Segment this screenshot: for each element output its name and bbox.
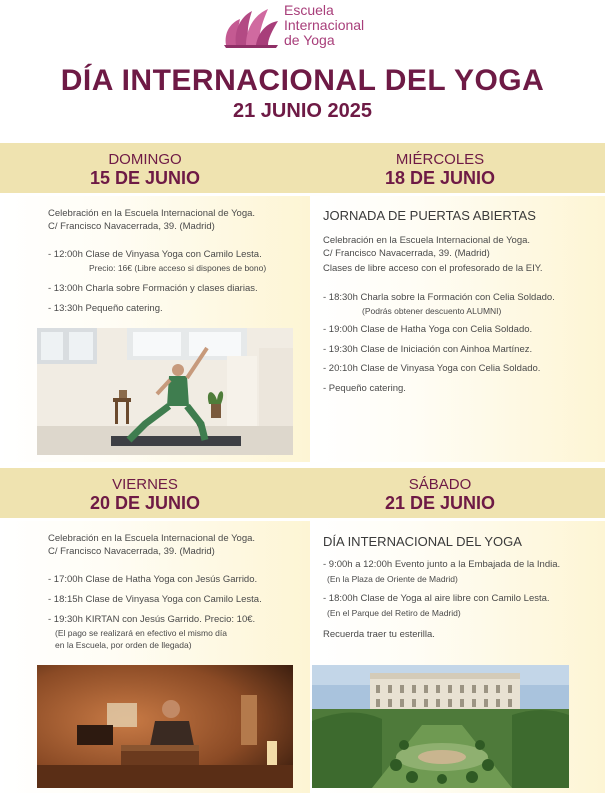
school-logo bbox=[222, 3, 387, 53]
sabado-heading: DÍA INTERNACIONAL DEL YOGA bbox=[323, 534, 522, 549]
day-name-viernes: VIERNES bbox=[112, 476, 178, 493]
sabado-item-2-note: (En el Parque del Retiro de Madrid) bbox=[327, 608, 461, 618]
domingo-item-2: - 13:00h Charla sobre Formación y clases diarias. bbox=[48, 283, 258, 294]
sabado-item-1: - 9:00h a 12:00h Evento junto a la Embajada de la India. bbox=[323, 559, 561, 570]
sabado-item-1-note: (En la Plaza de Oriente de Madrid) bbox=[327, 574, 458, 584]
miercoles-item-5: - Pequeño catering. bbox=[323, 383, 406, 394]
miercoles-location-3: Clases de libre acceso con el profesorado de la EIY. bbox=[323, 263, 543, 274]
day-date-domingo: 15 DE JUNIO bbox=[89, 168, 201, 188]
viernes-location-2: C/ Francisco Navacerrada, 39. (Madrid) bbox=[48, 546, 215, 557]
sabado-reminder: Recuerda traer tu esterilla. bbox=[323, 629, 435, 640]
logo-line-2: Internacional bbox=[284, 17, 365, 33]
viernes-location-1: Celebración en la Escuela Internacional de Yoga. bbox=[48, 533, 256, 544]
domingo-item-1: - 12:00h Clase de Vinyasa Yoga con Camilo Lesta. bbox=[48, 249, 262, 260]
domingo-item-1-note: Precio: 16€ (Libre acceso si dispones de bono) bbox=[89, 263, 267, 273]
viernes-item-3: - 19:30h KIRTAN con Jesús Garrido. Precio: 10€. bbox=[48, 614, 256, 625]
miercoles-item-4: - 20:10h Clase de Vinyasa Yoga con Celia Soldado. bbox=[323, 363, 541, 374]
domingo-location-1: Celebración en la Escuela Internacional de Yoga. bbox=[48, 208, 256, 219]
domingo-item-3: - 13:30h Pequeño catering. bbox=[48, 303, 163, 314]
day-name-domingo: DOMINGO bbox=[108, 151, 182, 168]
viernes-item-2: - 18:15h Clase de Vinyasa Yoga con Camilo Lesta. bbox=[48, 594, 262, 605]
yoga-studio-photo bbox=[37, 328, 293, 455]
viernes-item-3-note-2: en la Escuela, por orden de llegada) bbox=[55, 640, 192, 650]
day-name-sabado: SÁBADO bbox=[408, 476, 472, 493]
day-name-miercoles: MIÉRCOLES bbox=[395, 151, 485, 168]
miercoles-item-1-note: (Podrás obtener descuento ALUMNI) bbox=[362, 306, 502, 316]
miercoles-heading: JORNADA DE PUERTAS ABIERTAS bbox=[323, 208, 536, 223]
event-date: 21 JUNIO 2025 bbox=[233, 100, 372, 122]
domingo-location-2: C/ Francisco Navacerrada, 39. (Madrid) bbox=[48, 221, 215, 232]
royal-palace-photo bbox=[312, 665, 569, 788]
viernes-item-1: - 17:00h Clase de Hatha Yoga con Jesús Garrido. bbox=[48, 574, 258, 585]
kirtan-photo bbox=[37, 665, 293, 788]
lotus-icon bbox=[222, 5, 280, 49]
miercoles-item-2: - 19:00h Clase de Hatha Yoga con Celia Soldado. bbox=[323, 324, 533, 335]
miercoles-item-3: - 19:30h Clase de Iniciación con Ainhoa Martínez. bbox=[323, 344, 533, 355]
day-date-miercoles: 18 DE JUNIO bbox=[384, 168, 496, 188]
page-title: DÍA INTERNACIONAL DEL YOGA bbox=[60, 64, 545, 97]
logo-wordmark bbox=[284, 3, 364, 48]
miercoles-item-1: - 18:30h Charla sobre la Formación con Celia Soldado. bbox=[323, 292, 555, 303]
viernes-item-3-note-1: (El pago se realizará en efectivo el mismo día bbox=[55, 628, 227, 638]
day-date-viernes: 20 DE JUNIO bbox=[89, 493, 201, 513]
day-date-sabado: 21 DE JUNIO bbox=[384, 493, 496, 513]
logo-line-1: Escuela bbox=[284, 2, 334, 18]
logo-line-3: de Yoga bbox=[284, 32, 335, 48]
miercoles-location-1: Celebración en la Escuela Internacional de Yoga. bbox=[323, 235, 531, 246]
miercoles-location-2: C/ Francisco Navacerrada, 39. (Madrid) bbox=[323, 248, 490, 259]
sabado-item-2: - 18:00h Clase de Yoga al aire libre con Camilo Lesta. bbox=[323, 593, 550, 604]
